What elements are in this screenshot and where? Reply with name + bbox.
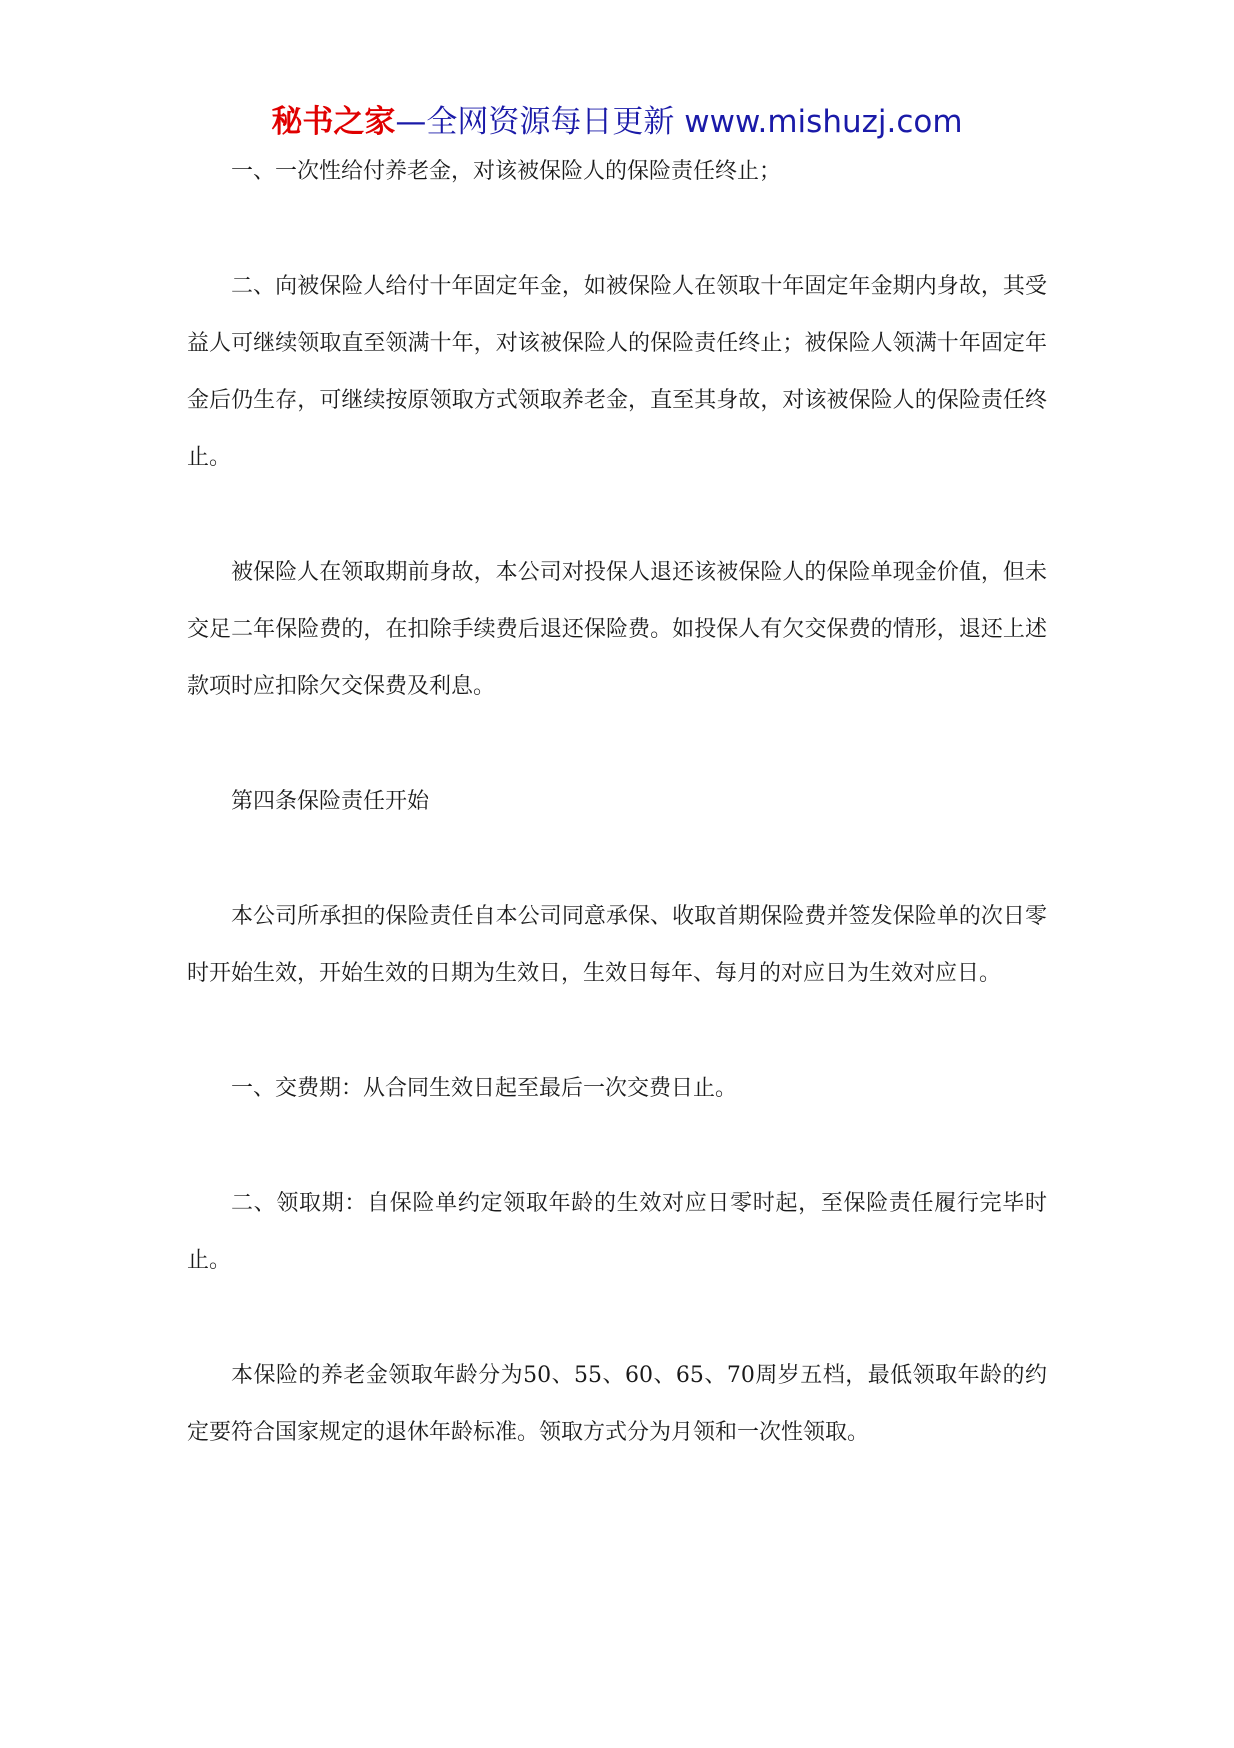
paragraph-death-before-payout: 被保险人在领取期前身故，本公司对投保人退还该被保险人的保险单现金价值，但未交足二年保险费的，在扣除手续费后退还保险费。如投保人有欠交保费的情形，退还上述款项时应扣除欠交保费及利息。	[187, 560, 1047, 699]
section-heading-article-4: 第四条保险责任开始	[231, 789, 430, 814]
document-body	[187, 143, 1047, 1461]
site-url-link[interactable]: www.mishuzj.com	[684, 104, 963, 140]
paragraph-pension-age: 本保险的养老金领取年龄分为50、55、60、65、70周岁五档，最低领取年龄的约定要符合国家规定的退休年龄标准。领取方式分为月领和一次性领取。	[187, 1363, 1047, 1445]
site-tagline: —全网资源每日更新	[395, 104, 675, 140]
site-brand: 秘书之家	[271, 104, 396, 140]
paragraph-payment-period: 一、交费期：从合同生效日起至最后一次交费日止。	[231, 1076, 738, 1101]
paragraph-receiving-period: 二、领取期：自保险单约定领取年龄的生效对应日零时起，至保险责任履行完毕时止。	[187, 1191, 1047, 1273]
site-header	[0, 100, 1234, 144]
paragraph-lump-sum: 一、一次性给付养老金，对该被保险人的保险责任终止；	[231, 159, 782, 184]
paragraph-ten-year-annuity: 二、向被保险人给付十年固定年金，如被保险人在领取十年固定年金期内身故，其受益人可继续领取直至领满十年，对该被保险人的保险责任终止；被保险人领满十年固定年金后仍生存，可继续按原领取方式领取养老金，直至其身故，对该被保险人的保险责任终止。	[187, 274, 1047, 470]
paragraph-coverage-start: 本公司所承担的保险责任自本公司同意承保、收取首期保险费并签发保险单的次日零时开始生效，开始生效的日期为生效日，生效日每年、每月的对应日为生效对应日。	[187, 904, 1047, 986]
